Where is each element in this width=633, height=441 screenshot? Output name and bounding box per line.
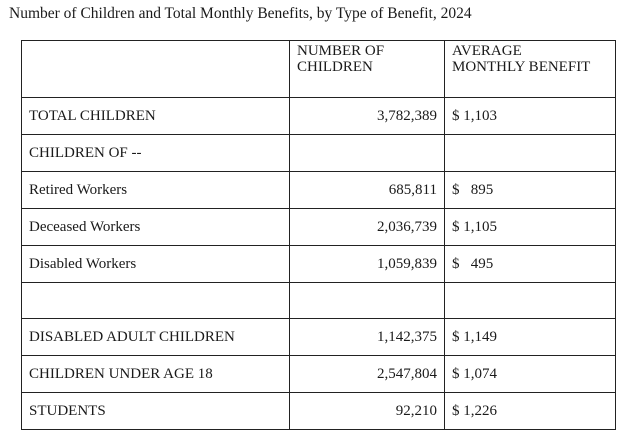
row-number: 685,811 <box>290 172 445 209</box>
table-row <box>22 319 616 356</box>
table-row <box>22 135 616 172</box>
row-number: 2,036,739 <box>290 209 445 246</box>
row-label: CHILDREN UNDER AGE 18 <box>22 356 290 393</box>
row-benefit <box>445 283 616 319</box>
row-benefit <box>445 135 616 172</box>
table-row <box>22 172 616 209</box>
table-row <box>22 209 616 246</box>
header-average-monthly-benefit <box>445 41 616 98</box>
row-number: 2,547,804 <box>290 356 445 393</box>
row-number <box>290 135 445 172</box>
table-row <box>22 393 616 430</box>
row-label: Deceased Workers <box>22 209 290 246</box>
row-number <box>290 283 445 319</box>
row-label <box>22 283 290 319</box>
row-benefit: $ 1,074 <box>445 356 616 393</box>
table-row <box>22 246 616 283</box>
row-label: STUDENTS <box>22 393 290 430</box>
header-row <box>22 41 616 98</box>
header-line: AVERAGE <box>452 43 522 59</box>
row-number: 1,142,375 <box>290 319 445 356</box>
header-cell-empty <box>22 41 290 98</box>
row-label: Disabled Workers <box>22 246 290 283</box>
row-benefit: $ 895 <box>445 172 616 209</box>
row-label: DISABLED ADULT CHILDREN <box>22 319 290 356</box>
table-caption: Number of Children and Total Monthly Benefits, by Type of Benefit, 2024 <box>9 5 472 22</box>
header-line: MONTHLY BENEFIT <box>452 59 591 75</box>
header-line: CHILDREN <box>297 59 373 75</box>
benefits-table <box>21 40 616 430</box>
row-label: Retired Workers <box>22 172 290 209</box>
row-number: 92,210 <box>290 393 445 430</box>
row-label: CHILDREN OF -- <box>22 135 290 172</box>
header-line: NUMBER OF <box>297 43 385 59</box>
row-benefit: $ 1,105 <box>445 209 616 246</box>
row-number: 3,782,389 <box>290 98 445 135</box>
row-label: TOTAL CHILDREN <box>22 98 290 135</box>
row-benefit: $ 1,226 <box>445 393 616 430</box>
header-number-of-children <box>290 41 445 98</box>
row-benefit: $ 495 <box>445 246 616 283</box>
row-number: 1,059,839 <box>290 246 445 283</box>
table-row <box>22 98 616 135</box>
table-row <box>22 283 616 319</box>
row-benefit: $ 1,149 <box>445 319 616 356</box>
row-benefit: $ 1,103 <box>445 98 616 135</box>
table-row <box>22 356 616 393</box>
